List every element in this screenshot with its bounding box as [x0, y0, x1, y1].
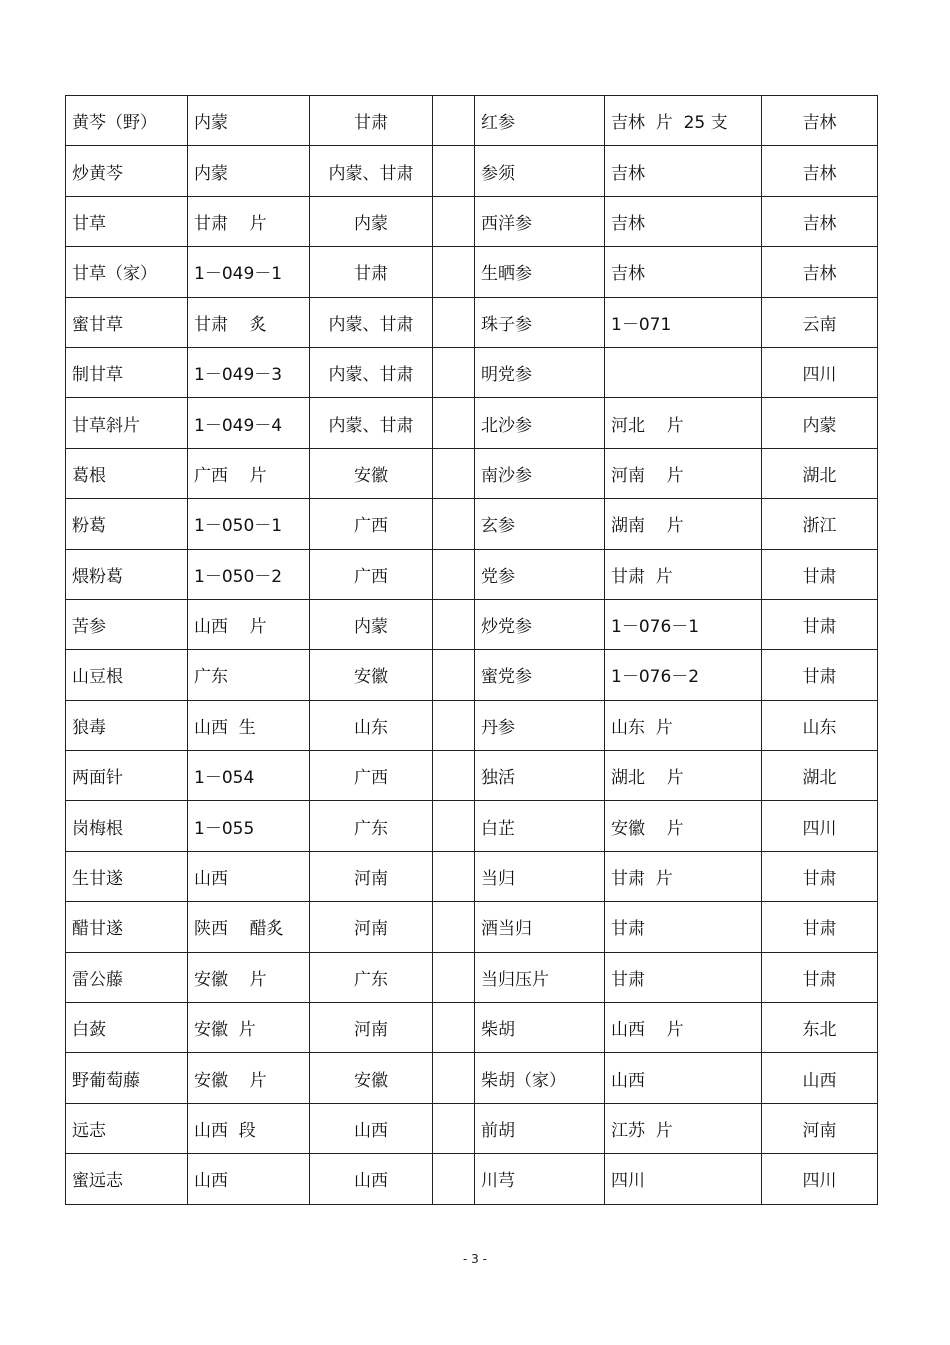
left-herb-spec: 1－050－1 — [188, 499, 310, 549]
right-herb-name: 当归压片 — [475, 952, 605, 1002]
right-herb-name: 柴胡（家） — [475, 1053, 605, 1103]
left-herb-name: 葛根 — [66, 448, 188, 498]
left-herb-origin: 山西 — [310, 1103, 433, 1153]
right-herb-name: 南沙参 — [475, 448, 605, 498]
right-herb-origin: 四川 — [762, 347, 878, 397]
left-herb-origin: 广西 — [310, 499, 433, 549]
right-herb-spec: 四川 — [605, 1154, 762, 1204]
left-herb-origin: 河南 — [310, 1003, 433, 1053]
table-row — [66, 650, 878, 700]
right-herb-spec: 安徽 片 — [605, 801, 762, 851]
right-herb-origin: 四川 — [762, 1154, 878, 1204]
table-row — [66, 297, 878, 347]
left-herb-origin: 内蒙 — [310, 196, 433, 246]
right-herb-name: 西洋参 — [475, 196, 605, 246]
right-herb-spec: 1－076－2 — [605, 650, 762, 700]
table-row — [66, 247, 878, 297]
table-row — [66, 1003, 878, 1053]
right-herb-name: 北沙参 — [475, 398, 605, 448]
column-gap — [433, 247, 475, 297]
left-herb-name: 山豆根 — [66, 650, 188, 700]
left-herb-name: 岗梅根 — [66, 801, 188, 851]
left-herb-origin: 甘肃 — [310, 96, 433, 146]
left-herb-name: 苦参 — [66, 599, 188, 649]
column-gap — [433, 1154, 475, 1204]
left-herb-name: 雷公藤 — [66, 952, 188, 1002]
column-gap — [433, 196, 475, 246]
left-herb-origin: 河南 — [310, 902, 433, 952]
table-row — [66, 700, 878, 750]
right-herb-origin: 吉林 — [762, 196, 878, 246]
column-gap — [433, 448, 475, 498]
right-herb-spec: 吉林 — [605, 247, 762, 297]
right-herb-spec: 甘肃 — [605, 952, 762, 1002]
left-herb-name: 炒黄芩 — [66, 146, 188, 196]
right-herb-name: 当归 — [475, 851, 605, 901]
left-herb-spec: 安徽 片 — [188, 952, 310, 1002]
left-herb-origin: 安徽 — [310, 1053, 433, 1103]
left-herb-origin: 广西 — [310, 751, 433, 801]
column-gap — [433, 146, 475, 196]
right-herb-origin: 山东 — [762, 700, 878, 750]
right-herb-name: 川芎 — [475, 1154, 605, 1204]
left-herb-origin: 安徽 — [310, 448, 433, 498]
right-herb-name: 丹参 — [475, 700, 605, 750]
herb-table — [65, 95, 878, 1205]
column-gap — [433, 902, 475, 952]
table-row — [66, 196, 878, 246]
right-herb-name: 明党参 — [475, 347, 605, 397]
right-herb-spec: 甘肃 片 — [605, 851, 762, 901]
left-herb-spec: 1－050－2 — [188, 549, 310, 599]
right-herb-origin: 吉林 — [762, 96, 878, 146]
left-herb-name: 醋甘遂 — [66, 902, 188, 952]
left-herb-spec: 山西 片 — [188, 599, 310, 649]
left-herb-spec: 1－054 — [188, 751, 310, 801]
right-herb-name: 独活 — [475, 751, 605, 801]
table-row — [66, 499, 878, 549]
column-gap — [433, 398, 475, 448]
left-herb-origin: 内蒙、甘肃 — [310, 398, 433, 448]
column-gap — [433, 499, 475, 549]
left-herb-spec: 安徽 片 — [188, 1003, 310, 1053]
table-row — [66, 851, 878, 901]
right-herb-name: 前胡 — [475, 1103, 605, 1153]
left-herb-name: 狼毒 — [66, 700, 188, 750]
left-herb-origin: 广西 — [310, 549, 433, 599]
column-gap — [433, 96, 475, 146]
right-herb-origin: 山西 — [762, 1053, 878, 1103]
right-herb-origin: 云南 — [762, 297, 878, 347]
column-gap — [433, 1103, 475, 1153]
column-gap — [433, 751, 475, 801]
right-herb-spec: 吉林 — [605, 196, 762, 246]
left-herb-origin: 甘肃 — [310, 247, 433, 297]
right-herb-spec: 1－071 — [605, 297, 762, 347]
left-herb-origin: 安徽 — [310, 650, 433, 700]
right-herb-spec: 1－076－1 — [605, 599, 762, 649]
table-row — [66, 398, 878, 448]
right-herb-spec: 河南 片 — [605, 448, 762, 498]
table-row — [66, 96, 878, 146]
right-herb-origin: 东北 — [762, 1003, 878, 1053]
right-herb-spec: 甘肃 — [605, 902, 762, 952]
table-row — [66, 801, 878, 851]
right-herb-spec: 甘肃 片 — [605, 549, 762, 599]
table-row — [66, 599, 878, 649]
right-herb-origin: 甘肃 — [762, 902, 878, 952]
column-gap — [433, 549, 475, 599]
left-herb-spec: 1－055 — [188, 801, 310, 851]
right-herb-name: 玄参 — [475, 499, 605, 549]
left-herb-name: 两面针 — [66, 751, 188, 801]
column-gap — [433, 1053, 475, 1103]
table-row — [66, 902, 878, 952]
left-herb-spec: 山西 生 — [188, 700, 310, 750]
column-gap — [433, 1003, 475, 1053]
left-herb-spec: 山西 段 — [188, 1103, 310, 1153]
left-herb-origin: 山西 — [310, 1154, 433, 1204]
left-herb-origin: 广东 — [310, 952, 433, 1002]
right-herb-origin: 河南 — [762, 1103, 878, 1153]
table-row — [66, 1154, 878, 1204]
left-herb-spec: 1－049－3 — [188, 347, 310, 397]
left-herb-name: 蜜远志 — [66, 1154, 188, 1204]
table-row — [66, 347, 878, 397]
left-herb-origin: 内蒙 — [310, 599, 433, 649]
table-row — [66, 448, 878, 498]
left-herb-origin: 广东 — [310, 801, 433, 851]
left-herb-spec: 1－049－1 — [188, 247, 310, 297]
right-herb-name: 柴胡 — [475, 1003, 605, 1053]
left-herb-name: 野葡萄藤 — [66, 1053, 188, 1103]
left-herb-name: 煨粉葛 — [66, 549, 188, 599]
column-gap — [433, 801, 475, 851]
page-number: - 3 - — [463, 1252, 487, 1266]
column-gap — [433, 700, 475, 750]
herb-table-body — [66, 96, 878, 1205]
right-herb-name: 参须 — [475, 146, 605, 196]
right-herb-name: 红参 — [475, 96, 605, 146]
right-herb-origin: 吉林 — [762, 247, 878, 297]
right-herb-origin: 内蒙 — [762, 398, 878, 448]
left-herb-origin: 河南 — [310, 851, 433, 901]
right-herb-spec: 湖北 片 — [605, 751, 762, 801]
column-gap — [433, 347, 475, 397]
right-herb-spec — [605, 347, 762, 397]
left-herb-spec: 内蒙 — [188, 96, 310, 146]
right-herb-spec: 湖南 片 — [605, 499, 762, 549]
left-herb-spec: 山西 — [188, 1154, 310, 1204]
right-herb-name: 酒当归 — [475, 902, 605, 952]
right-herb-origin: 甘肃 — [762, 650, 878, 700]
left-herb-spec: 甘肃 炙 — [188, 297, 310, 347]
right-herb-origin: 浙江 — [762, 499, 878, 549]
left-herb-origin: 内蒙、甘肃 — [310, 146, 433, 196]
left-herb-origin: 山东 — [310, 700, 433, 750]
left-herb-name: 甘草（家） — [66, 247, 188, 297]
table-row — [66, 1053, 878, 1103]
right-herb-origin: 吉林 — [762, 146, 878, 196]
right-herb-origin: 甘肃 — [762, 851, 878, 901]
right-herb-spec: 山西 — [605, 1053, 762, 1103]
left-herb-spec: 安徽 片 — [188, 1053, 310, 1103]
left-herb-spec: 甘肃 片 — [188, 196, 310, 246]
left-herb-spec: 内蒙 — [188, 146, 310, 196]
left-herb-spec: 广西 片 — [188, 448, 310, 498]
right-herb-origin: 甘肃 — [762, 952, 878, 1002]
left-herb-origin: 内蒙、甘肃 — [310, 347, 433, 397]
right-herb-name: 珠子参 — [475, 297, 605, 347]
right-herb-origin: 四川 — [762, 801, 878, 851]
table-row — [66, 549, 878, 599]
table-row — [66, 751, 878, 801]
left-herb-name: 黄芩（野） — [66, 96, 188, 146]
left-herb-name: 甘草斜片 — [66, 398, 188, 448]
column-gap — [433, 650, 475, 700]
column-gap — [433, 851, 475, 901]
left-herb-name: 甘草 — [66, 196, 188, 246]
right-herb-spec: 吉林 — [605, 146, 762, 196]
right-herb-origin: 湖北 — [762, 448, 878, 498]
left-herb-name: 制甘草 — [66, 347, 188, 397]
right-herb-spec: 吉林 片 25 支 — [605, 96, 762, 146]
column-gap — [433, 297, 475, 347]
left-herb-spec: 山西 — [188, 851, 310, 901]
left-herb-spec: 1－049－4 — [188, 398, 310, 448]
right-herb-name: 白芷 — [475, 801, 605, 851]
right-herb-name: 蜜党参 — [475, 650, 605, 700]
right-herb-spec: 江苏 片 — [605, 1103, 762, 1153]
column-gap — [433, 952, 475, 1002]
left-herb-name: 生甘遂 — [66, 851, 188, 901]
left-herb-name: 蜜甘草 — [66, 297, 188, 347]
left-herb-name: 远志 — [66, 1103, 188, 1153]
table-row — [66, 1103, 878, 1153]
table-row — [66, 952, 878, 1002]
right-herb-name: 炒党参 — [475, 599, 605, 649]
right-herb-origin: 甘肃 — [762, 599, 878, 649]
table-row — [66, 146, 878, 196]
left-herb-spec: 陕西 醋炙 — [188, 902, 310, 952]
left-herb-origin: 内蒙、甘肃 — [310, 297, 433, 347]
right-herb-name: 党参 — [475, 549, 605, 599]
left-herb-spec: 广东 — [188, 650, 310, 700]
left-herb-name: 粉葛 — [66, 499, 188, 549]
right-herb-origin: 湖北 — [762, 751, 878, 801]
right-herb-spec: 山东 片 — [605, 700, 762, 750]
left-herb-name: 白蔹 — [66, 1003, 188, 1053]
column-gap — [433, 599, 475, 649]
right-herb-spec: 河北 片 — [605, 398, 762, 448]
right-herb-spec: 山西 片 — [605, 1003, 762, 1053]
right-herb-origin: 甘肃 — [762, 549, 878, 599]
right-herb-name: 生晒参 — [475, 247, 605, 297]
